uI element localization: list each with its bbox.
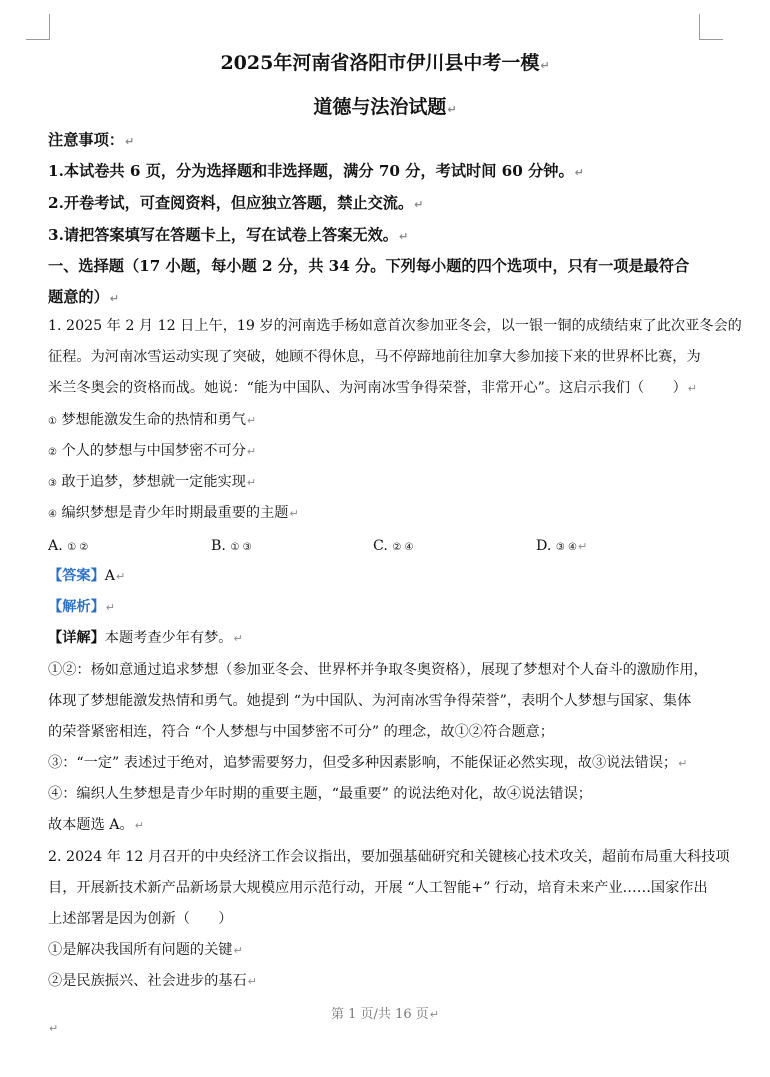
q1-stem-text: 征程。为河南冰雪运动实现了突破，她顾不得休息，马不停蹄地前往加拿大参加接下来的世界杯比赛，为 [48, 349, 701, 365]
explanation-text: ③：“一定” 表述过于绝对，追梦需要努力，但受多种因素影响，不能保证必然实现，故③说法错误； [48, 755, 678, 771]
notice-item-2 [48, 193, 423, 215]
detail-tag: 【详解】 [48, 630, 105, 646]
statement-text: 敢于追梦，梦想就一定能实现 [56, 474, 246, 490]
crop-mark-top-right-h [699, 39, 723, 40]
q1-analysis-tag [48, 597, 115, 618]
section-heading-text: 一、选择题（17 小题，每小题 2 分，共 34 分。下列每小题的四个选项中，只有一项是最符合 [48, 257, 690, 275]
paragraph-mark: ↵ [429, 1008, 439, 1021]
paragraph-mark: ↵ [246, 445, 257, 458]
option-label: A. [48, 538, 68, 554]
q1-explanation-line-3 [48, 722, 554, 742]
answer-tag: 【答案】 [48, 568, 105, 584]
paragraph-mark: ↵ [105, 601, 115, 614]
q1-statement-1 [48, 410, 256, 432]
q1-statement-2 [48, 441, 256, 463]
page-number: 第 1 页/共 16 页 [331, 1007, 429, 1022]
paragraph-mark: ↵ [49, 1022, 59, 1035]
paragraph-mark: ↵ [414, 198, 424, 211]
option-label: C. [373, 538, 393, 554]
q2-stem-line-2 [48, 878, 708, 898]
option-label: D. [536, 538, 556, 554]
paragraph-mark: ↵ [233, 632, 243, 645]
q1-option-b [211, 536, 252, 558]
q2-stem-text: 目，开展新技术新产品新场景大规模应用示范行动，开展 “人工智能+” 行动，培育未来产业……国家作出 [48, 880, 708, 896]
exam-title [0, 48, 770, 75]
notice-item-text: 1.本试卷共 6 页，分为选择题和非选择题，满分 70 分，考试时间 60 分钟。 [48, 162, 574, 180]
statement-mark: ④ [48, 509, 57, 520]
analysis-tag: 【解析】 [48, 599, 105, 615]
q2-stem-line-1 [48, 847, 730, 867]
exam-subtitle-text: 道德与法治试题 [313, 96, 447, 118]
q2-statement-2 [48, 971, 257, 992]
paragraph-mark: ↵ [398, 230, 409, 243]
paragraph-mark: ↵ [578, 540, 588, 553]
q1-stem-text: 1. 2025 年 2 月 12 日上午，19 岁的河南选手杨如意首次参加亚冬会，以一银一铜的成绩结束了此次亚冬会的 [48, 318, 742, 334]
q1-answer [48, 566, 125, 587]
detail-intro: 本题考查少年有梦。 [104, 630, 233, 646]
exam-subtitle [0, 92, 770, 119]
option-marks: ③ ④ [555, 542, 577, 553]
paragraph-mark: ↵ [134, 819, 144, 832]
option-marks: ② ④ [392, 542, 414, 553]
q2-stem-text: 2. 2024 年 12 月召开的中央经济工作会议指出，要加强基础研究和关键核心技术攻关，超前布局重大科技项 [48, 849, 730, 865]
statement-text: 编织梦想是青少年时期最重要的主题 [56, 505, 289, 521]
statement-text: ②是民族振兴、社会进步的基石 [48, 973, 247, 989]
statement-text: 梦想能激发生命的热情和勇气 [56, 412, 246, 428]
paragraph-mark: ↵ [687, 382, 697, 395]
q1-explanation-line-5 [48, 784, 592, 804]
notice-item-text: 3.请把答案填写在答题卡上，写在试卷上答案无效。 [48, 226, 398, 244]
q1-statement-3 [48, 472, 256, 494]
statement-text: 个人的梦想与中国梦密不可分 [56, 443, 246, 459]
option-marks: ① ② [67, 542, 89, 553]
q2-stem-line-3 [48, 909, 232, 929]
paragraph-mark: ↵ [247, 975, 257, 988]
q1-option-a [48, 536, 88, 558]
statement-mark: ② [48, 447, 57, 458]
paragraph-mark: ↵ [246, 476, 257, 489]
notice-item-1 [48, 161, 584, 183]
explanation-text: 的荣誉紧密相连，符合 “个人梦想与中国梦密不可分” 的理念，故①②符合题意； [48, 724, 554, 740]
exam-title-text: 2025年河南省洛阳市伊川县中考一模 [220, 52, 540, 74]
option-label: B. [211, 538, 231, 554]
paragraph-mark: ↵ [289, 507, 299, 520]
section-heading-line-2 [48, 287, 119, 309]
page-footer [0, 1003, 770, 1022]
paragraph-mark: ↵ [124, 135, 135, 148]
q1-option-d [536, 536, 587, 558]
q1-explanation-line-4 [48, 753, 687, 774]
notice-heading-text: 注意事项： [48, 131, 124, 149]
paragraph-mark: ↵ [246, 414, 257, 427]
q1-stem-line-3 [48, 378, 697, 399]
paragraph-mark: ↵ [447, 103, 457, 116]
q2-stem-text: 上述部署是因为创新（ ） [48, 911, 233, 927]
statement-mark: ① [48, 416, 57, 427]
q1-stem-text: 米兰冬奥会的资格而战。她说：“能为中国队、为河南冰雪争得荣誉，非常开心”。这启示我们（ ） [48, 380, 687, 396]
explanation-text: ④：编织人生梦想是青少年时期的重要主题，“最重要” 的说法绝对化，故④说法错误； [48, 786, 592, 802]
section-heading-line-1 [48, 256, 689, 276]
q2-statement-1 [48, 940, 243, 961]
trailing-paragraph [48, 1018, 58, 1039]
q1-statement-4 [48, 503, 299, 525]
q1-option-c [373, 536, 413, 558]
paragraph-mark: ↵ [574, 166, 584, 179]
notice-item-text: 2.开卷考试，可查阅资料，但应独立答题，禁止交流。 [48, 194, 414, 212]
statement-text: ①是解决我国所有问题的关键 [48, 942, 233, 958]
option-marks: ① ③ [230, 542, 252, 553]
explanation-text: 体现了梦想能激发热情和勇气。她提到 “为中国队、为河南冰雪争得荣誉”，表明个人梦想与国家、集体 [48, 693, 692, 709]
paragraph-mark: ↵ [540, 59, 550, 72]
q1-explanation-line-2 [48, 691, 691, 711]
crop-mark-top-right-v [699, 14, 700, 40]
paragraph-mark: ↵ [116, 570, 126, 583]
explanation-text: ①②：杨如意通过追求梦想（参加亚冬会、世界杯并争取冬奥资格），展现了梦想对个人奋斗的激励作用， [48, 662, 708, 678]
paragraph-mark: ↵ [109, 292, 119, 305]
statement-mark: ③ [48, 478, 57, 489]
q1-detail [48, 628, 243, 649]
q1-explanation-line-1 [48, 660, 708, 680]
q1-stem-line-2 [48, 347, 701, 367]
explanation-text: 故本题选 A。 [48, 817, 134, 833]
q1-stem-line-1 [48, 316, 742, 336]
answer-value: A [104, 568, 116, 584]
q1-explanation-line-6 [48, 815, 144, 836]
notice-item-3 [48, 225, 408, 247]
crop-mark-top-left-v [49, 14, 50, 40]
notice-heading [48, 130, 134, 152]
paragraph-mark: ↵ [678, 757, 688, 770]
paragraph-mark: ↵ [233, 944, 243, 957]
section-heading-text: 题意的） [48, 288, 109, 306]
crop-mark-top-left-h [26, 39, 50, 40]
